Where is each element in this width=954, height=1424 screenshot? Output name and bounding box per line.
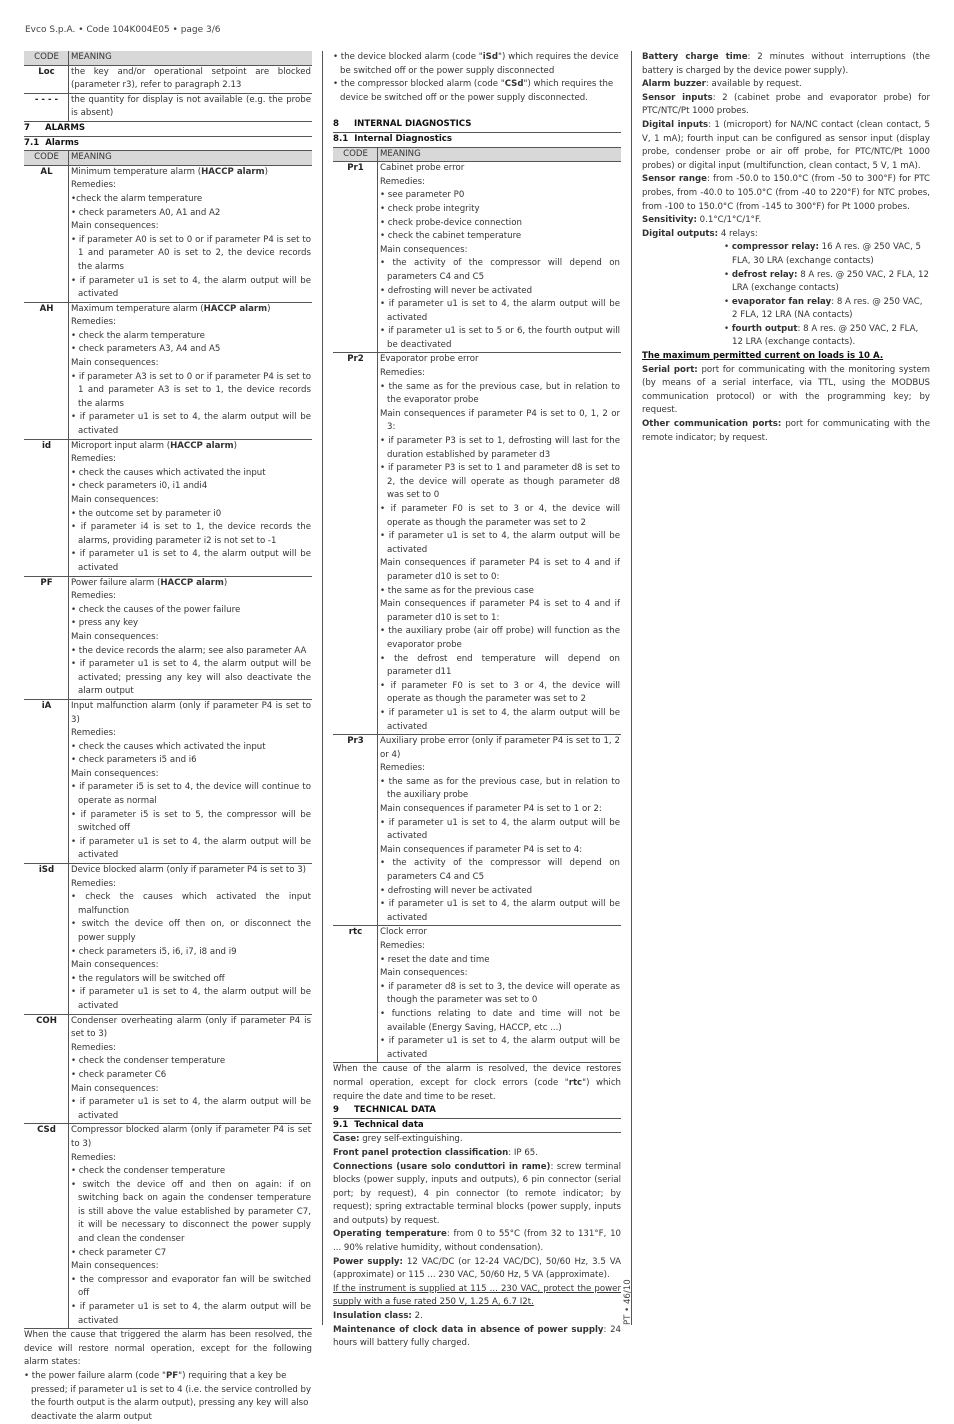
value: : 24 hours will battery fully charged. <box>333 1324 621 1349</box>
value: : IP 65. <box>508 1147 539 1158</box>
column-2 <box>333 51 621 1351</box>
value: : from -50.0 to 150.0°C (from -50 to 300°F) for PTC probes, from -40.0 to 105.0°C (from -40 to 220°F) for NTC probes, from -100 to 150.0°C (from -145 to 300°F) for Pt 1000 probes. <box>642 174 930 212</box>
row-meaning <box>69 1014 313 1124</box>
value: 16 A res. @ 250 VAC, 5 FLA, 30 LRA (exchange contacts) <box>732 242 921 266</box>
list-item: • the activity of the compressor will depend on parameters C4 and C5 <box>380 858 620 883</box>
list-item: Main consequences: <box>71 631 159 642</box>
row-details <box>380 176 620 353</box>
row-code: AH <box>24 302 69 439</box>
value: port for communicating with the remote indicator; by request. <box>642 419 930 443</box>
row-details <box>380 367 620 734</box>
list-item: • the same as for the previous case, but in relation to the evaporator probe <box>380 381 620 406</box>
list-item: Remedies: <box>71 878 117 889</box>
column-divider <box>322 51 323 1325</box>
row-code: Pr2 <box>333 353 378 735</box>
serial-port <box>642 364 930 418</box>
column-1 <box>24 51 312 1424</box>
list-item: Main consequences: <box>71 1083 159 1094</box>
list-item: •check the alarm temperature <box>71 193 203 204</box>
label: Digital outputs: <box>642 228 719 239</box>
code-header: CODE <box>24 51 69 65</box>
row-title <box>71 700 311 727</box>
label: Sensor range <box>642 174 707 185</box>
code-ref: rtc <box>568 1077 583 1088</box>
row-code: id <box>24 439 69 576</box>
list-item: • if parameter F0 is set to 3 or 4, the device will operate as though the parameter was set to 2 <box>380 504 620 528</box>
list-item: • if parameter u1 is set to 5 or 6, the fourth output will be deactivated <box>380 326 620 350</box>
row-title <box>71 577 311 591</box>
sensor-range <box>642 173 930 214</box>
row-code: Loc <box>24 65 69 93</box>
list-item: • if parameter i4 is set to 1, the device records the alarms, providing parameter i2 is not set to -1 <box>71 522 311 546</box>
text: ) <box>267 303 271 314</box>
meaning-header: MEANING <box>69 51 313 65</box>
list-item: • if parameter A0 is set to 0 or if parameter P4 is set to 1 and parameter A0 is set to 2, the device records the alarms <box>71 234 311 272</box>
list-item: • check parameters i5, i6, i7, i8 and i9 <box>71 946 237 957</box>
list-item: • if parameter u1 is set to 4, the alarm output will be activated <box>380 899 620 923</box>
label: Other communication ports: <box>642 419 782 430</box>
value: 8 A res. @ 250 VAC, 2 FLA, 12 LRA (exchange contacts) <box>732 269 929 294</box>
label: Power supply: <box>333 1256 403 1267</box>
value: port for communicating with the monitoring system (by means of a serial interface, via TTL, using the MODBUS communication protocol) or with the programming key; by request. <box>642 364 931 416</box>
value: 2. <box>411 1311 423 1322</box>
list-item: • the outcome set by parameter i0 <box>71 508 222 519</box>
text: ") which requires the device be switched off or the power supply disconnected. <box>340 79 614 103</box>
row-meaning <box>378 162 622 353</box>
value: : 2 (cabinet probe and evaporator probe) for PTC/NTC/Pt 1000 probes. <box>642 92 930 117</box>
row-code: Pr3 <box>333 735 378 926</box>
list-item: Main consequences: <box>71 960 159 971</box>
row-meaning <box>69 864 313 1015</box>
label: Insulation class: <box>333 1311 412 1322</box>
list-item: Main consequences: <box>71 768 159 779</box>
list-item: • defrosting will never be activated <box>380 885 533 896</box>
row-title: Evaporator probe error <box>380 354 479 365</box>
value: : available by request. <box>705 79 802 90</box>
column-divider <box>631 51 632 1325</box>
list-item: Remedies: <box>71 1152 117 1163</box>
list-item: • if parameter A3 is set to 0 or if parameter P4 is set to 1 and parameter A3 is set to 1, the device records the alarms <box>71 371 311 409</box>
text: • the compressor blocked alarm (code " <box>333 79 505 90</box>
table-row <box>24 576 312 699</box>
text: Condenser overheating alarm (only if parameter P4 is set to 3) <box>71 1015 311 1040</box>
section-heading-diagnostics: 8 INTERNAL DIAGNOSTICS <box>333 118 621 133</box>
meaning-header: MEANING <box>378 148 622 162</box>
sensitivity <box>642 214 930 228</box>
row-code: AL <box>24 165 69 302</box>
list-item: • check parameters i5 and i6 <box>71 755 197 766</box>
row-meaning <box>378 353 622 735</box>
row-code: CSd <box>24 1124 69 1328</box>
text: Maximum temperature alarm ( <box>71 303 204 314</box>
technical-data <box>333 1133 621 1283</box>
list-item: • check the cabinet temperature <box>380 231 522 242</box>
row-code: iA <box>24 699 69 863</box>
list-item: • evaporator fan relay: 8 A res. @ 250 VAC, 2 FLA, 12 LRA (NA contacts) <box>724 296 923 321</box>
subsection-heading-alarms: 7.1 Alarms <box>24 137 312 152</box>
list-item: • if parameter u1 is set to 4, the alarm output will be activated <box>380 531 620 555</box>
list-item: • the defrost end temperature will depend on parameter d11 <box>380 653 620 678</box>
list-item: Remedies: <box>71 1042 117 1053</box>
diagnostics-table <box>333 148 621 1063</box>
table-row <box>24 165 312 302</box>
list-item: • if parameter u1 is set to 4, the alarm output will be activated <box>380 707 620 732</box>
list-item: • check the causes which activated the input <box>71 467 266 478</box>
alarm-restore-note: When the cause that triggered the alarm has been resolved, the device will restore normal operation, except for the following alarm states: <box>24 1328 312 1370</box>
row-meaning <box>378 735 622 926</box>
value: 4 relays: <box>718 228 758 239</box>
value: : 8 A res. @ 250 VAC, 2 FLA, 12 LRA (exchange contacts). <box>732 323 919 348</box>
table-row <box>24 93 312 121</box>
row-code: - - - - <box>24 93 69 121</box>
list-item: Remedies: <box>71 317 117 328</box>
list-item: • check the condenser temperature <box>71 1056 226 1067</box>
table-row <box>333 353 621 735</box>
row-code: PF <box>24 576 69 699</box>
table-row <box>24 65 312 93</box>
list-item: Main consequences: <box>71 495 159 505</box>
section-heading-alarms: 7 ALARMS <box>24 121 312 137</box>
value: : from 0 to 55°C (from 32 to 131°F, 10 ... 90% relative humidity, without condensation). <box>333 1229 622 1254</box>
list-item: Main consequences if parameter P4 is set to 4 and if parameter d10 is set to 0: <box>380 558 620 582</box>
table-row <box>24 1124 312 1328</box>
clock-maintenance <box>333 1324 621 1351</box>
value: 12 VAC/DC (or 12-24 VAC/DC), 50/60 Hz, 3.5 VA (approximate) or 115 ... 230 VAC, 50/60 Hz, 5 VA (approximate). <box>333 1256 621 1281</box>
row-details <box>380 762 620 925</box>
tech-entry <box>333 1256 621 1283</box>
code-header: CODE <box>24 151 69 165</box>
text: When the cause of the alarm is resolved, the device restores normal operation, except for clock errors (code " <box>333 1064 621 1088</box>
table-header <box>24 51 312 65</box>
text: ") which require the date and time to be reset. <box>333 1077 621 1102</box>
max-current-note: The maximum permitted current on loads is 10 A. <box>642 351 884 362</box>
list-item: • fourth output: 8 A res. @ 250 VAC, 2 FLA, 12 LRA (exchange contacts). <box>724 323 919 348</box>
label: Sensitivity: <box>642 215 697 226</box>
code-ref: iSd <box>482 52 499 62</box>
list-item: • press any key <box>71 618 139 629</box>
table-header <box>333 148 621 162</box>
list-item: Main consequences if parameter P4 is set to 4 and if parameter d10 is set to 1: <box>380 599 620 623</box>
list-item: Remedies: <box>71 454 117 465</box>
text: ) <box>223 577 228 588</box>
text: • the power failure alarm (code " <box>24 1371 166 1381</box>
code-ref: PF <box>165 1371 179 1381</box>
list-item: Main consequences: <box>71 1261 159 1272</box>
section-heading-technical: 9 TECHNICAL DATA <box>333 1104 621 1119</box>
list-item: Remedies: <box>71 180 117 191</box>
page-mark: PT • 46/10 <box>623 1279 633 1325</box>
list-item: • if parameter u1 is set to 4, the alarm output will be activated <box>71 1302 311 1326</box>
alarm-buzzer <box>642 78 930 92</box>
label: Operating temperature <box>333 1229 447 1240</box>
row-title <box>71 1015 311 1042</box>
list-item: • check parameters A0, A1 and A2 <box>71 207 221 218</box>
list-item: • if parameter u1 is set to 4, the alarm output will be activated; pressing any key will also deactivate the alarm output <box>71 659 311 697</box>
text: Microport input alarm ( <box>71 440 171 451</box>
digital-outputs <box>642 228 930 242</box>
tech-entry <box>333 1161 621 1229</box>
list-item: Remedies: <box>380 176 426 187</box>
label: evaporator fan relay <box>731 296 832 307</box>
fuse-note: If the instrument is supplied at 115 ... 230 VAC, protect the power supply with a fuse rated 250 V, 1.25 A, 6.7 I2t. <box>333 1283 621 1308</box>
list-item: • if parameter u1 is set to 4, the alarm output will be activated <box>71 412 311 437</box>
haccp-label: HACCP alarm <box>203 303 268 314</box>
row-meaning <box>69 1124 313 1328</box>
label: Battery charge time <box>642 52 748 62</box>
table-row <box>333 162 621 353</box>
haccp-label: HACCP alarm <box>170 440 234 451</box>
relay-list <box>642 241 930 350</box>
label: Serial port: <box>642 364 698 375</box>
list-item: Main consequences: <box>71 221 159 232</box>
list-item: Remedies: <box>71 728 117 739</box>
row-meaning <box>69 576 313 699</box>
value: : 1 (microport) for NA/NC contact (clean contact, 5 V, 1 mA); fourth input can be configured as sensor input (display probe, condenser probe or air off probe, for PTC/NTC/Pt 1000 probes) or digital input (multifunction, clean contact, 5 V, 1 mA). <box>642 119 931 171</box>
tech-entry <box>333 1228 621 1255</box>
list-item: Main consequences if parameter P4 is set to 1 or 2: <box>380 804 602 815</box>
table-row <box>24 1014 312 1124</box>
row-code: COH <box>24 1014 69 1124</box>
row-details <box>71 316 311 438</box>
list-item: • check the causes which activated the input <box>71 741 266 752</box>
list-item: Remedies: <box>380 368 426 379</box>
list-item: • functions relating to date and time will not be available (Energy Saving, HACCP, etc ...) <box>380 1008 620 1033</box>
row-code: Pr1 <box>333 162 378 353</box>
row-meaning: the quantity for display is not available (e.g. the probe is absent) <box>69 93 313 121</box>
text: ) <box>264 166 268 177</box>
list-item: • if parameter u1 is set to 4, the alarm output will be activated <box>71 549 311 573</box>
exception-list <box>24 1370 312 1424</box>
insulation-class <box>333 1310 621 1324</box>
row-code: rtc <box>333 926 378 1062</box>
text: Minimum temperature alarm ( <box>71 166 202 177</box>
diagnostics-restore-note <box>333 1062 621 1104</box>
list-item: • defrosting will never be activated <box>380 285 533 296</box>
value: : screw terminal blocks (power supply, inputs and outputs), 6 pin connector (serial port; by request), 4 pin connector (to remote indicator; by request); spring extractable terminal blocks (power supply, inputs and outputs) by request. <box>333 1161 622 1226</box>
row-details <box>71 453 311 575</box>
row-code: iSd <box>24 864 69 1015</box>
list-item: Main consequences: <box>380 968 468 979</box>
list-item <box>333 51 621 78</box>
row-details <box>71 1042 311 1124</box>
list-item: • the regulators will be switched off <box>71 973 225 984</box>
table-row <box>333 926 621 1062</box>
list-item: Main consequences if parameter P4 is set to 4: <box>380 844 583 855</box>
column-3 <box>642 51 930 445</box>
table-row <box>24 864 312 1015</box>
row-details <box>71 878 311 1014</box>
subsection-heading-diagnostics: 8.1 Internal Diagnostics <box>333 133 621 148</box>
table-row <box>24 302 312 439</box>
exception-list-continued <box>333 51 621 105</box>
haccp-label: HACCP alarm <box>201 166 265 177</box>
other-ports <box>642 418 930 445</box>
label: Case: <box>333 1134 360 1145</box>
text: ") which requires the device be switched off or the power supply disconnected <box>340 52 619 76</box>
tech-entry <box>333 1147 621 1161</box>
list-item: • the auxiliary probe (air off probe) will function as the evaporator probe <box>380 626 620 650</box>
list-item: Remedies: <box>71 591 117 602</box>
list-item: • check probe-device connection <box>380 217 522 228</box>
list-item: Main consequences if parameter P4 is set to 0, 1, 2 or 3: <box>380 408 620 433</box>
list-item: Main consequences: <box>71 358 159 369</box>
row-title <box>71 166 311 180</box>
digital-inputs <box>642 119 930 173</box>
list-item: • if parameter u1 is set to 4, the alarm output will be activated <box>71 836 311 861</box>
list-item: • if parameter F0 is set to 3 or 4, the device will operate as though the parameter was set to 2 <box>380 680 620 705</box>
row-details <box>71 590 311 699</box>
list-item: • if parameter i5 is set to 4, the device will continue to operate as normal <box>71 782 311 807</box>
list-item: • if parameter i5 is set to 5, the compressor will be switched off <box>71 809 311 834</box>
list-item: • switch the device off and then on again: if on switching back on again the condenser temperature is still above the value established by parameter C7, it will be necessary to disconnect the power supply and clean the condenser <box>71 1179 311 1245</box>
label: Maintenance of clock data in absence of power supply <box>333 1324 604 1335</box>
row-meaning <box>69 439 313 576</box>
list-item: • switch the device off then on, or disconnect the power supply <box>71 919 311 943</box>
list-item: • check parameters A3, A4 and A5 <box>71 344 221 355</box>
list-item: • if parameter u1 is set to 4, the alarm output will be activated <box>71 1097 311 1121</box>
list-item: • check probe integrity <box>380 203 480 214</box>
text: Power failure alarm ( <box>71 577 161 588</box>
list-item: • if parameter P3 is set to 1, defrosting will last for the duration established by parameter d3 <box>380 436 620 460</box>
row-meaning <box>69 699 313 863</box>
code-ref: CSd <box>504 79 524 90</box>
row-title <box>71 303 311 317</box>
list-item: • check parameter C6 <box>71 1069 167 1080</box>
list-item: • if parameter P3 is set to 1 and parameter d8 is set to 2, the device will operate as though parameter d8 was set to 0 <box>380 463 620 501</box>
list-item: • check the causes which activated the input malfunction <box>71 892 311 916</box>
row-details <box>71 179 311 301</box>
row-meaning: the key and/or operational setpoint are blocked (parameter r3), refer to paragraph 2.13 <box>69 65 313 93</box>
top-code-table <box>24 51 312 121</box>
list-item: Remedies: <box>380 941 426 951</box>
list-item: • if parameter d8 is set to 3, the device will operate as though the parameter was set to 0 <box>380 981 620 1006</box>
haccp-label: HACCP alarm <box>160 577 224 588</box>
row-details <box>380 940 620 1062</box>
list-item: • the same as for the previous case <box>380 585 534 596</box>
text: Input malfunction alarm (only if parameter P4 is set to 3) <box>71 700 311 725</box>
tech-entry <box>333 1133 621 1147</box>
alarm-table <box>24 151 312 1328</box>
list-item: • the activity of the compressor will depend on parameters C4 and C5 <box>380 258 620 282</box>
value: 0.1°C/1°C/1°F. <box>696 215 762 226</box>
list-item: • the compressor and evaporator fan will be switched off <box>71 1274 311 1299</box>
list-item: • if parameter u1 is set to 4, the alarm output will be activated <box>380 299 620 323</box>
label: defrost relay: <box>731 269 798 280</box>
list-item: Remedies: <box>380 763 426 774</box>
row-meaning <box>378 926 622 1062</box>
list-item: • the same as for the previous case, but in relation to the auxiliary probe <box>380 776 620 801</box>
list-item: • the device records the alarm; see also parameter AA <box>71 645 307 656</box>
row-details <box>71 1152 311 1329</box>
list-item <box>333 78 621 105</box>
list-item: Main consequences: <box>380 244 468 255</box>
row-title <box>71 1124 311 1151</box>
table-row <box>24 699 312 863</box>
row-title <box>71 864 311 878</box>
list-item: • if parameter u1 is set to 4, the alarm output will be activated <box>71 275 311 300</box>
subsection-heading-technical: 9.1 Technical data <box>333 1119 621 1134</box>
label: Front panel protection classification <box>333 1147 509 1158</box>
list-item: • check parameters i0, i1 andi4 <box>71 481 208 492</box>
row-meaning <box>69 165 313 302</box>
list-item: • if parameter u1 is set to 4, the alarm output will be activated <box>71 987 311 1011</box>
sensor-inputs <box>642 92 930 119</box>
label: Alarm buzzer <box>642 79 706 90</box>
code-header: CODE <box>333 148 378 162</box>
row-title: Auxiliary probe error (only if parameter P4 is set to 1, 2 or 4) <box>380 736 620 760</box>
table-row <box>333 735 621 926</box>
text: ") requiring that a key be pressed; if parameter u1 is set to 4 (i.e. the service controlled by the fourth output is the alarm output), pressing any key will also deactivate the alarm output <box>31 1371 312 1422</box>
value: grey self-extinguishing. <box>359 1134 463 1145</box>
page-header: Evco S.p.A. • Code 104K004E05 • page 3/6 <box>25 25 221 35</box>
label: Connections (usare solo conduttori in rame) <box>333 1161 551 1172</box>
row-meaning <box>69 302 313 439</box>
value: : 2 minutes without interruptions (the battery is charged by the device power supply). <box>642 52 930 76</box>
table-header <box>24 151 312 165</box>
meaning-header: MEANING <box>69 151 313 165</box>
label: compressor relay: <box>731 242 819 253</box>
list-item <box>24 1370 312 1424</box>
text: ) <box>233 440 237 451</box>
text: • the device blocked alarm (code " <box>333 52 483 62</box>
list-item: • compressor relay: 16 A res. @ 250 VAC, 5 FLA, 30 LRA (exchange contacts) <box>724 242 921 266</box>
list-item: • see parameter P0 <box>380 190 465 201</box>
label: fourth output <box>731 323 798 334</box>
label: Digital inputs <box>642 119 709 130</box>
list-item: • check the alarm temperature <box>71 330 205 341</box>
value: : 8 A res. @ 250 VAC, 2 FLA, 12 LRA (NA contacts) <box>732 296 923 321</box>
list-item: • defrost relay: 8 A res. @ 250 VAC, 2 FLA, 12 LRA (exchange contacts) <box>724 269 929 294</box>
list-item: • check the causes of the power failure <box>71 604 241 615</box>
table-row <box>24 439 312 576</box>
battery-charge-time <box>642 51 930 78</box>
text: Compressor blocked alarm (only if parameter P4 is set to 3) <box>71 1125 311 1149</box>
list-item: • reset the date and time <box>380 954 490 965</box>
label: Sensor inputs <box>642 92 713 103</box>
list-item: • check parameter C7 <box>71 1247 167 1258</box>
text: Device blocked alarm (only if parameter P4 is set to 3) <box>71 865 307 876</box>
list-item: • if parameter u1 is set to 4, the alarm output will be activated <box>380 817 620 842</box>
row-details <box>71 727 311 863</box>
row-title: Clock error <box>380 927 427 938</box>
list-item: • check the condenser temperature <box>71 1166 226 1177</box>
row-title <box>71 440 311 454</box>
list-item: • if parameter u1 is set to 4, the alarm output will be activated <box>380 1036 620 1060</box>
row-title: Cabinet probe error <box>380 163 465 174</box>
